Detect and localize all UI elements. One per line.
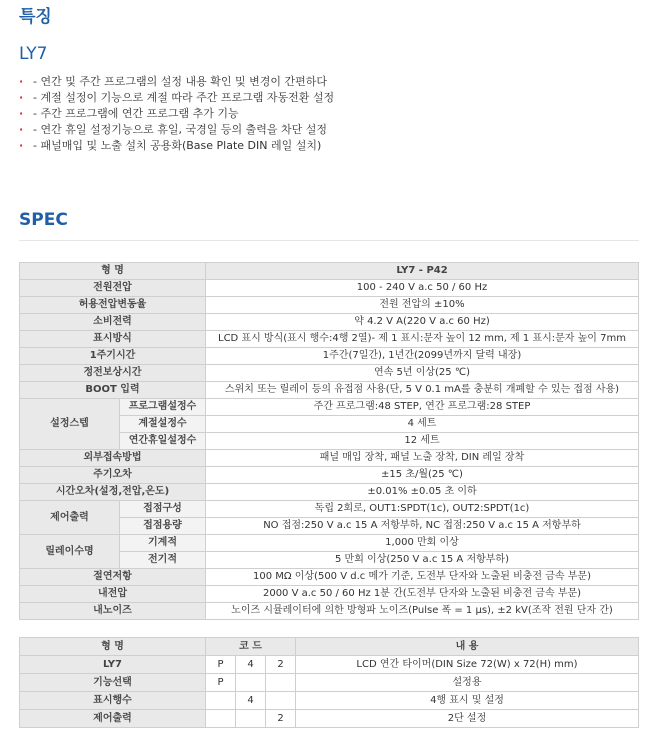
code-cell	[206, 710, 236, 728]
code-cell: 4	[236, 692, 266, 710]
table-row	[20, 399, 639, 416]
table-row	[20, 692, 639, 710]
code-cell	[236, 710, 266, 728]
section-title-features: 특징	[19, 7, 52, 27]
spec-label: 주기오차	[20, 467, 206, 484]
spec-label: 시간오차(설정,전압,온도)	[20, 484, 206, 501]
spec-label: BOOT 입력	[20, 382, 206, 399]
table-row	[20, 501, 639, 518]
code-label: 표시행수	[20, 692, 206, 710]
spec-group-label: 릴레이수명	[20, 535, 120, 569]
spec-value: 전원 전압의 ±10%	[206, 297, 639, 314]
table-row	[20, 263, 639, 280]
spec-label: 접점구성	[120, 501, 206, 518]
code-table	[19, 637, 639, 728]
table-row	[20, 348, 639, 365]
code-cell	[206, 692, 236, 710]
code-cell: P	[206, 674, 236, 692]
spec-value: 스위치 또는 릴레이 등의 유접점 사용(단, 5 V 0.1 mA를 충분히 개폐할 수 있는 접점 사용)	[206, 382, 639, 399]
table-row	[20, 710, 639, 728]
code-cell: 4	[236, 656, 266, 674]
spec-value: 독립 2회로, OUT1:SPDT(1c), OUT2:SPDT(1c)	[206, 501, 639, 518]
spec-label: 전원전압	[20, 280, 206, 297]
table-row	[20, 535, 639, 552]
feature-item: · - 계절 설정이 기능으로 계절 따라 주간 프로그램 자동전환 설정	[19, 91, 335, 104]
spec-group-label: 제어출력	[20, 501, 120, 535]
divider	[19, 240, 639, 241]
table-row	[20, 603, 639, 620]
code-cell: 2	[266, 656, 296, 674]
spec-group-label: 설정스텝	[20, 399, 120, 450]
spec-value: 100 MΩ 이상(500 V d.c 메가 기준, 도전부 단자와 노출된 비충전 금속 부문)	[206, 569, 639, 586]
spec-value: NO 접점:250 V a.c 15 A 저항부하, NC 접점:250 V a.c 15 A 저항부하	[206, 518, 639, 535]
spec-value: 5 만회 이상(250 V a.c 15 A 저항부하)	[206, 552, 639, 569]
table-row	[20, 467, 639, 484]
spec-label: 외부접속방법	[20, 450, 206, 467]
spec-label: 전기적	[120, 552, 206, 569]
table-row	[20, 656, 639, 674]
spec-label: 내전압	[20, 586, 206, 603]
spec-value: 주간 프로그램:48 STEP, 연간 프로그램:28 STEP	[206, 399, 639, 416]
spec-label: 정전보상시간	[20, 365, 206, 382]
bullet-icon: ·	[19, 123, 24, 136]
table-row	[20, 638, 639, 656]
spec-value: LCD 표시 방식(표시 행수:4행 2열)- 제 1 표시:문자 높이 12 mm, 제 1 표시:문자 높이 7mm	[206, 331, 639, 348]
table-row	[20, 365, 639, 382]
code-cell: 2	[266, 710, 296, 728]
table-row	[20, 280, 639, 297]
spec-label: 연간휴일설정수	[120, 433, 206, 450]
code-cell	[236, 674, 266, 692]
spec-value: 약 4.2 V A(220 V a.c 60 Hz)	[206, 314, 639, 331]
bullet-icon: ·	[19, 107, 24, 120]
spec-header-value: LY7 - P42	[206, 263, 639, 280]
spec-label: 기계적	[120, 535, 206, 552]
code-content: 2단 설정	[296, 710, 639, 728]
spec-label: 접점용량	[120, 518, 206, 535]
spec-value: 연속 5년 이상(25 ℃)	[206, 365, 639, 382]
table-row	[20, 450, 639, 467]
code-header: 형 명	[20, 638, 206, 656]
feature-list	[19, 74, 389, 154]
code-cell	[266, 674, 296, 692]
table-row	[20, 674, 639, 692]
bullet-icon: ·	[19, 75, 24, 88]
spec-value: 2000 V a.c 50 / 60 Hz 1분 간(도전부 단자와 노출된 비충전 금속 부문)	[206, 586, 639, 603]
code-header: 코 드	[206, 638, 296, 656]
code-label: LY7	[20, 656, 206, 674]
table-row	[20, 297, 639, 314]
spec-header-label: 형 명	[20, 263, 206, 280]
table-row	[20, 331, 639, 348]
spec-value: 12 세트	[206, 433, 639, 450]
table-row	[20, 569, 639, 586]
code-cell	[266, 692, 296, 710]
feature-item: · - 주간 프로그램에 연간 프로그램 추가 기능	[19, 107, 239, 120]
feature-item: · - 연간 휴일 설정기능으로 휴일, 국경일 등의 출력을 차단 설정	[19, 123, 327, 136]
spec-value: 1,000 만회 이상	[206, 535, 639, 552]
code-content: 4행 표시 및 설정	[296, 692, 639, 710]
spec-value: 4 세트	[206, 416, 639, 433]
code-label: 제어출력	[20, 710, 206, 728]
code-label: 기능선택	[20, 674, 206, 692]
table-row	[20, 314, 639, 331]
code-content: LCD 연간 타이머(DIN Size 72(W) x 72(H) mm)	[296, 656, 639, 674]
feature-item: · - 패널매입 및 노출 설치 공용화(Base Plate DIN 레일 설치)	[19, 139, 322, 152]
table-row	[20, 586, 639, 603]
spec-label: 허용전압변동율	[20, 297, 206, 314]
table-row	[20, 382, 639, 399]
model-title: LY7	[19, 44, 48, 64]
code-header: 내 용	[296, 638, 639, 656]
section-title-spec: SPEC	[19, 210, 68, 230]
spec-value: 노이즈 시뮬레이터에 의한 방형파 노이즈(Pulse 폭 = 1 μs), ±2 kV(조작 전원 단자 간)	[206, 603, 639, 620]
spec-label: 계절설정수	[120, 416, 206, 433]
spec-label: 내노이즈	[20, 603, 206, 620]
spec-label: 프로그램설정수	[120, 399, 206, 416]
feature-item: · - 연간 및 주간 프로그램의 설정 내용 확인 및 변경이 간편하다	[19, 75, 327, 88]
spec-table	[19, 262, 639, 620]
spec-label: 1주기시간	[20, 348, 206, 365]
code-content: 설정용	[296, 674, 639, 692]
spec-value: 패널 매입 장착, 패널 노출 장착, DIN 레일 장착	[206, 450, 639, 467]
spec-label: 절연저항	[20, 569, 206, 586]
spec-value: 100 - 240 V a.c 50 / 60 Hz	[206, 280, 639, 297]
spec-label: 표시방식	[20, 331, 206, 348]
spec-label: 소비전력	[20, 314, 206, 331]
spec-value: 1주간(7일간), 1년간(2099년까지 달력 내장)	[206, 348, 639, 365]
bullet-icon: ·	[19, 139, 24, 152]
table-row	[20, 484, 639, 501]
code-cell: P	[206, 656, 236, 674]
spec-value: ±15 초/월(25 ℃)	[206, 467, 639, 484]
bullet-icon: ·	[19, 91, 24, 104]
spec-value: ±0.01% ±0.05 초 이하	[206, 484, 639, 501]
